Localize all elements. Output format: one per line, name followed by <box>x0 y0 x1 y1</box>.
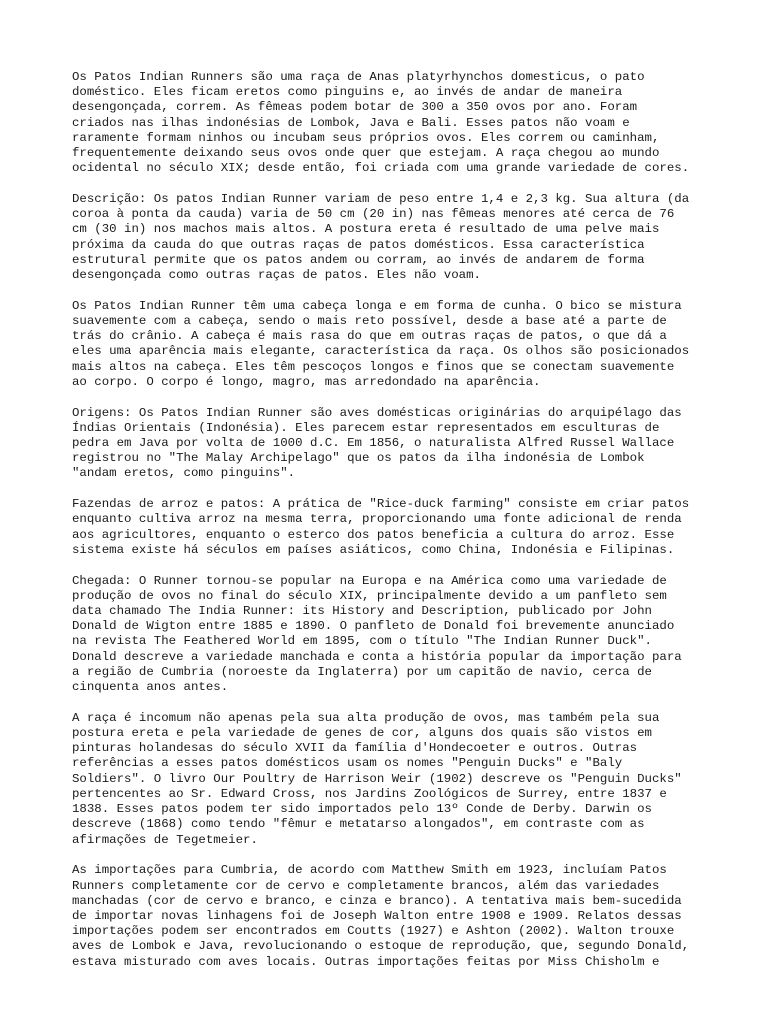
paragraph-chegada: Chegada: O Runner tornou-se popular na Europa e na América como uma variedade de produção de ovos no final do século XIX, principalmente devido a um panfleto sem data chamado The India Runner: its History and Description, publicado por John Donald de Wigton entre 1885 e 1890. O panfleto de Donald foi brevemente anunciado na revista The Feathered World em 1895, com o título "The Indian Runner Duck". Donald descreve a variedade manchada e conta a história popular da importação para a região de Cumbria (noroeste da Inglaterra) por um capitão de navio, cerca de cinquenta anos antes. <box>72 573 682 695</box>
paragraph-importacoes: As importações para Cumbria, de acordo com Matthew Smith em 1923, incluíam Patos Runners completamente cor de cervo e completamente brancos, além das variedades manchadas (cor de cervo e branco, e cinza e branco). A tentativa mais bem-sucedida de importar novas linhagens foi de Joseph Walton entre 1908 e 1909. Relatos dessas importações podem ser encontrados em Coutts (1927) e Ashton (2002). Walton trouxe aves de Lombok e Java, revolucionando o estoque de reprodução, que, segundo Donald, estava misturado com aves locais. Outras importações feitas por Miss Chisholm e <box>72 863 690 969</box>
paragraph-fazendas: Fazendas de arroz e patos: A prática de "Rice-duck farming" consiste em criar patos enquanto cultiva arroz na mesma terra, proporcionando uma fonte adicional de renda aos agricultores, enquanto o esterco dos patos beneficia a cultura do arroz. Esse sistema existe há séculos em países asiáticos, como China, Indonésia e Filipinas. <box>72 497 690 557</box>
paragraph-intro: Os Patos Indian Runners são uma raça de Anas platyrhynchos domesticus, o pato doméstico. Eles ficam eretos como pinguins e, ao invés de andar de maneira desengonçada, correm. As fêmeas podem botar de 300 a 350 ovos por ano. Foram criados nas ilhas indonésias de Lombok, Java e Bali. Esses patos não voam e raramente formam ninhos ou incubam seus próprios ovos. Eles correm ou caminham, frequentemente deixando seus ovos onde quer que estejam. A raça chegou ao mundo ocidental no século XIX; desde então, foi criada com uma grande variedade de cores. <box>72 70 690 176</box>
paragraph-cabeca: Os Patos Indian Runner têm uma cabeça longa e em forma de cunha. O bico se mistura suavemente com a cabeça, sendo o mais reto possível, desde a base até a parte de trás do crânio. A cabeça é mais rasa do que em outras raças de patos, o que dá a eles uma aparência mais elegante, característica da raça. Os olhos são posicionados mais altos na cabeça. Eles têm pescoços longos e finos que se conectam suavemente ao corpo. O corpo é longo, magro, mas arredondado na aparência. <box>72 298 690 389</box>
paragraph-raca: A raça é incomum não apenas pela sua alta produção de ovos, mas também pela sua postura ereta e pela variedade de genes de cor, alguns dos quais são vistos em pinturas holandesas do século XVII da família d'Hondecoeter e outros. Outras referências a esses patos domésticos usam os nomes "Penguin Ducks" e "Baly Soldiers". O livro Our Poultry de Harrison Weir (1902) descreve os "Penguin Ducks" pertencentes ao Sr. Edward Cross, nos Jardins Zoológicos de Surrey, entre 1837 e 1838. Esses patos podem ter sido importados pelo 13º Conde de Derby. Darwin os descreve (1868) como tendo "fêmur e metatarso alongados", em contraste com as afirmações de Tegetmeier. <box>72 710 682 847</box>
document-page <box>72 70 704 985</box>
paragraph-origens: Origens: Os Patos Indian Runner são aves domésticas originárias do arquipélago das Índias Orientais (Indonésia). Eles parecem estar representados em esculturas de pedra em Java por volta de 1000 d.C. Em 1856, o naturalista Alfred Russel Wallace registrou no "The Malay Archipelago" que os patos da ilha indonésia de Lombok "andam eretos, como pinguins". <box>72 405 682 481</box>
paragraph-descricao: Descrição: Os patos Indian Runner variam de peso entre 1,4 e 2,3 kg. Sua altura (da coroa à ponta da cauda) varia de 50 cm (20 in) nas fêmeas menores até cerca de 76 cm (30 in) nos machos mais altos. A postura ereta é resultado de uma pelve mais próxima da cauda do que outras raças de patos domésticos. Essa característica estrutural permite que os patos andem ou corram, ao invés de andarem de forma desengonçada como outras raças de patos. Eles não voam. <box>72 192 690 283</box>
